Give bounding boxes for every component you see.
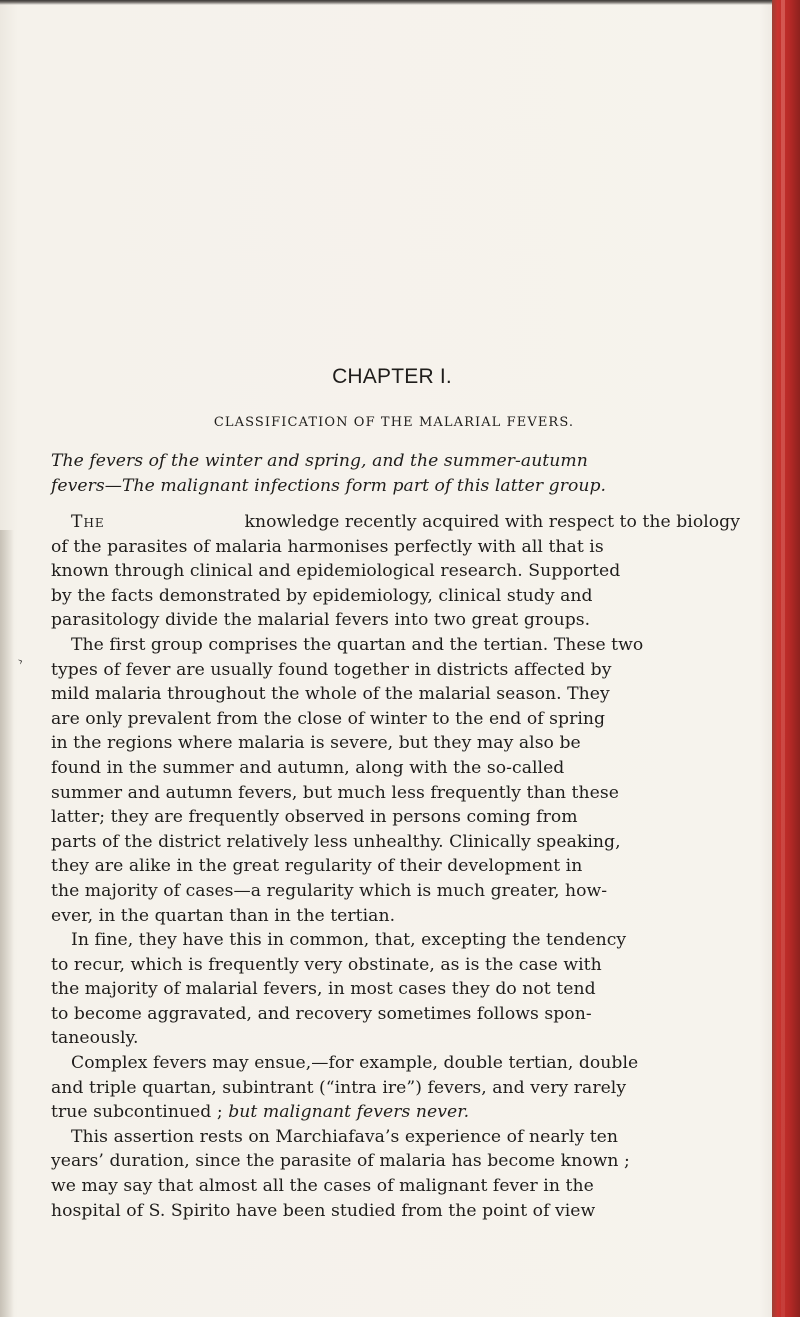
paragraph-line: parts of the district relatively less unhealthy. Clinically speaking, [51, 831, 621, 852]
emphasis-text: but malignant fevers never. [228, 1102, 470, 1123]
subtitle-line: fevers—The malignant infections form part of this latter group. [51, 475, 607, 496]
paragraph-line: taneously. [51, 1028, 139, 1049]
paragraph-line: found in the summer and autumn, along with the so-called [51, 757, 565, 778]
paragraph-line: to become aggravated, and recovery sometimes follows spon- [51, 1003, 592, 1024]
paragraph-line: and triple quartan, subintrant (“intra ire”) fevers, and very rarely [51, 1077, 627, 1098]
paragraph-line: years’ duration, since the parasite of malaria has become known ; [51, 1151, 630, 1172]
paragraph-line: Complex fevers may ensue,—for example, double tertian, double [71, 1053, 639, 1074]
paragraph [51, 510, 740, 633]
paragraph-line: summer and autumn fevers, but much less frequently than these [51, 782, 619, 803]
paragraph-line: The first group comprises the quartan and the tertian. These two [71, 634, 644, 655]
paragraph-line: the majority of cases—a regularity which is much greater, how- [51, 880, 608, 901]
paragraph [51, 928, 740, 1051]
paragraph-line: latter; they are frequently observed in persons coming from [51, 807, 578, 828]
margin-mark: › [15, 653, 26, 669]
subtitle-line: The fevers of the winter and spring, and the summer-autumn [51, 451, 588, 471]
paragraph-line: In fine, they have this in common, that, excepting the tendency [71, 930, 627, 951]
chapter-heading: CHAPTER I. [332, 365, 452, 388]
body-text [51, 510, 740, 1223]
line-fragment: true subcontinued ; [51, 1102, 229, 1123]
paragraph-line: hospital of S. Spirito have been studied from the point of view [51, 1200, 596, 1221]
paragraph-line: in the regions where malaria is severe, but they may also be [51, 733, 581, 754]
paragraph-line: parasitology divide the malarial fevers into two great groups. [51, 610, 591, 631]
paragraph-line: are only prevalent from the close of winter to the end of spring [51, 708, 606, 729]
drop-word: The [71, 512, 105, 532]
section-heading: CLASSIFICATION OF THE MALARIAL FEVERS. [213, 415, 575, 430]
chapter-subtitle [51, 449, 740, 498]
left-page-edge [0, 530, 14, 1317]
page-top-shadow [0, 0, 772, 5]
paragraph [51, 633, 740, 928]
paragraph-line: we may say that almost all the cases of malignant fever in the [51, 1176, 594, 1197]
paragraph-line: mild malaria throughout the whole of the malarial season. They [51, 684, 610, 705]
paragraph [51, 1051, 740, 1125]
paragraph-line: known through clinical and epidemiological research. Supported [51, 561, 621, 582]
red-book-binding [772, 0, 800, 1317]
paragraph-line: of the parasites of malaria harmonises perfectly with all that is [51, 536, 604, 557]
paragraph-line: ever, in the quartan than in the tertian. [51, 905, 396, 926]
paragraph [51, 1125, 740, 1223]
paragraph-line: they are alike in the great regularity of their development in [51, 856, 583, 877]
paragraph-line: by the facts demonstrated by epidemiology, clinical study and [51, 585, 593, 606]
paragraph-line-rest: knowledge recently acquired with respect to the biology [244, 512, 740, 532]
paragraph-line [51, 510, 740, 535]
paragraph-line: This assertion rests on Marchiafava’s experience of nearly ten [71, 1126, 619, 1147]
paragraph-line: to recur, which is frequently very obstinate, as is the case with [51, 954, 602, 975]
paragraph-line [51, 1100, 740, 1125]
binding-highlight [781, 0, 785, 1317]
paragraph-line: types of fever are usually found together in districts affected by [51, 659, 612, 680]
paragraph-line: the majority of malarial fevers, in most cases they do not tend [51, 979, 596, 1000]
